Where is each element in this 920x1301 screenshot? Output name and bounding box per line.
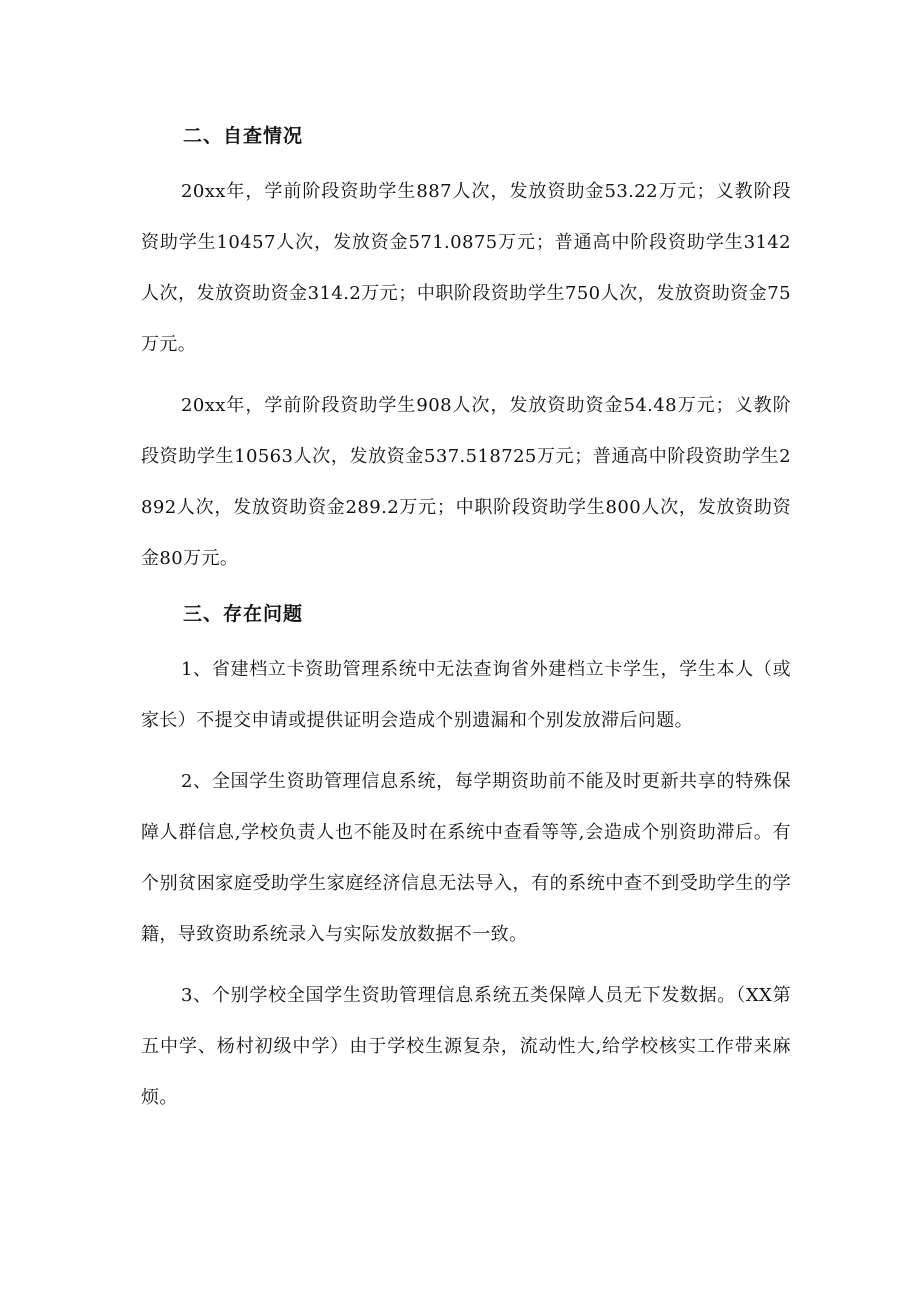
section-heading-self-check: 二、自查情况	[183, 125, 304, 147]
paragraph-self-check-year2: 20xx年，学前阶段资助学生908人次，发放资助资金54.48万元；义教阶段资助学生10563人次，发放资金537.518725万元；普通高中阶段资助学生2892人次，发放资助资金289.2万元；中职阶段资助学生800人次，发放资助资金80万元。	[141, 395, 791, 569]
document-body	[141, 114, 791, 1123]
section-heading-problems: 三、存在问题	[183, 603, 304, 625]
paragraph-self-check-year1: 20xx年，学前阶段资助学生887人次，发放资助金53.22万元；义教阶段资助学生10457人次，发放资金571.0875万元；普通高中阶段资助学生3142人次，发放资助资金314.2万元；中职阶段资助学生750人次，发放资助资金75万元。	[141, 181, 791, 355]
paragraph-problem-2: 2、全国学生资助管理信息系统，每学期资助前不能及时更新共享的特殊保障人群信息,学校负责人也不能及时在系统中查看等等,会造成个别资助滞后。有个别贫困家庭受助学生家庭经济信息无法导入，有的系统中查不到受助学生的学籍，导致资助系统录入与实际发放数据不一致。	[141, 771, 791, 945]
paragraph-problem-3: 3、个别学校全国学生资助管理信息系统五类保障人员无下发数据。（XX第五中学、杨村初级中学）由于学校生源复杂，流动性大,给学校核实工作带来麻烦。	[141, 985, 791, 1108]
paragraph-problem-1: 1、省建档立卡资助管理系统中无法查询省外建档立卡学生，学生本人（或家长）不提交申请或提供证明会造成个别遗漏和个别发放滞后问题。	[141, 659, 791, 731]
